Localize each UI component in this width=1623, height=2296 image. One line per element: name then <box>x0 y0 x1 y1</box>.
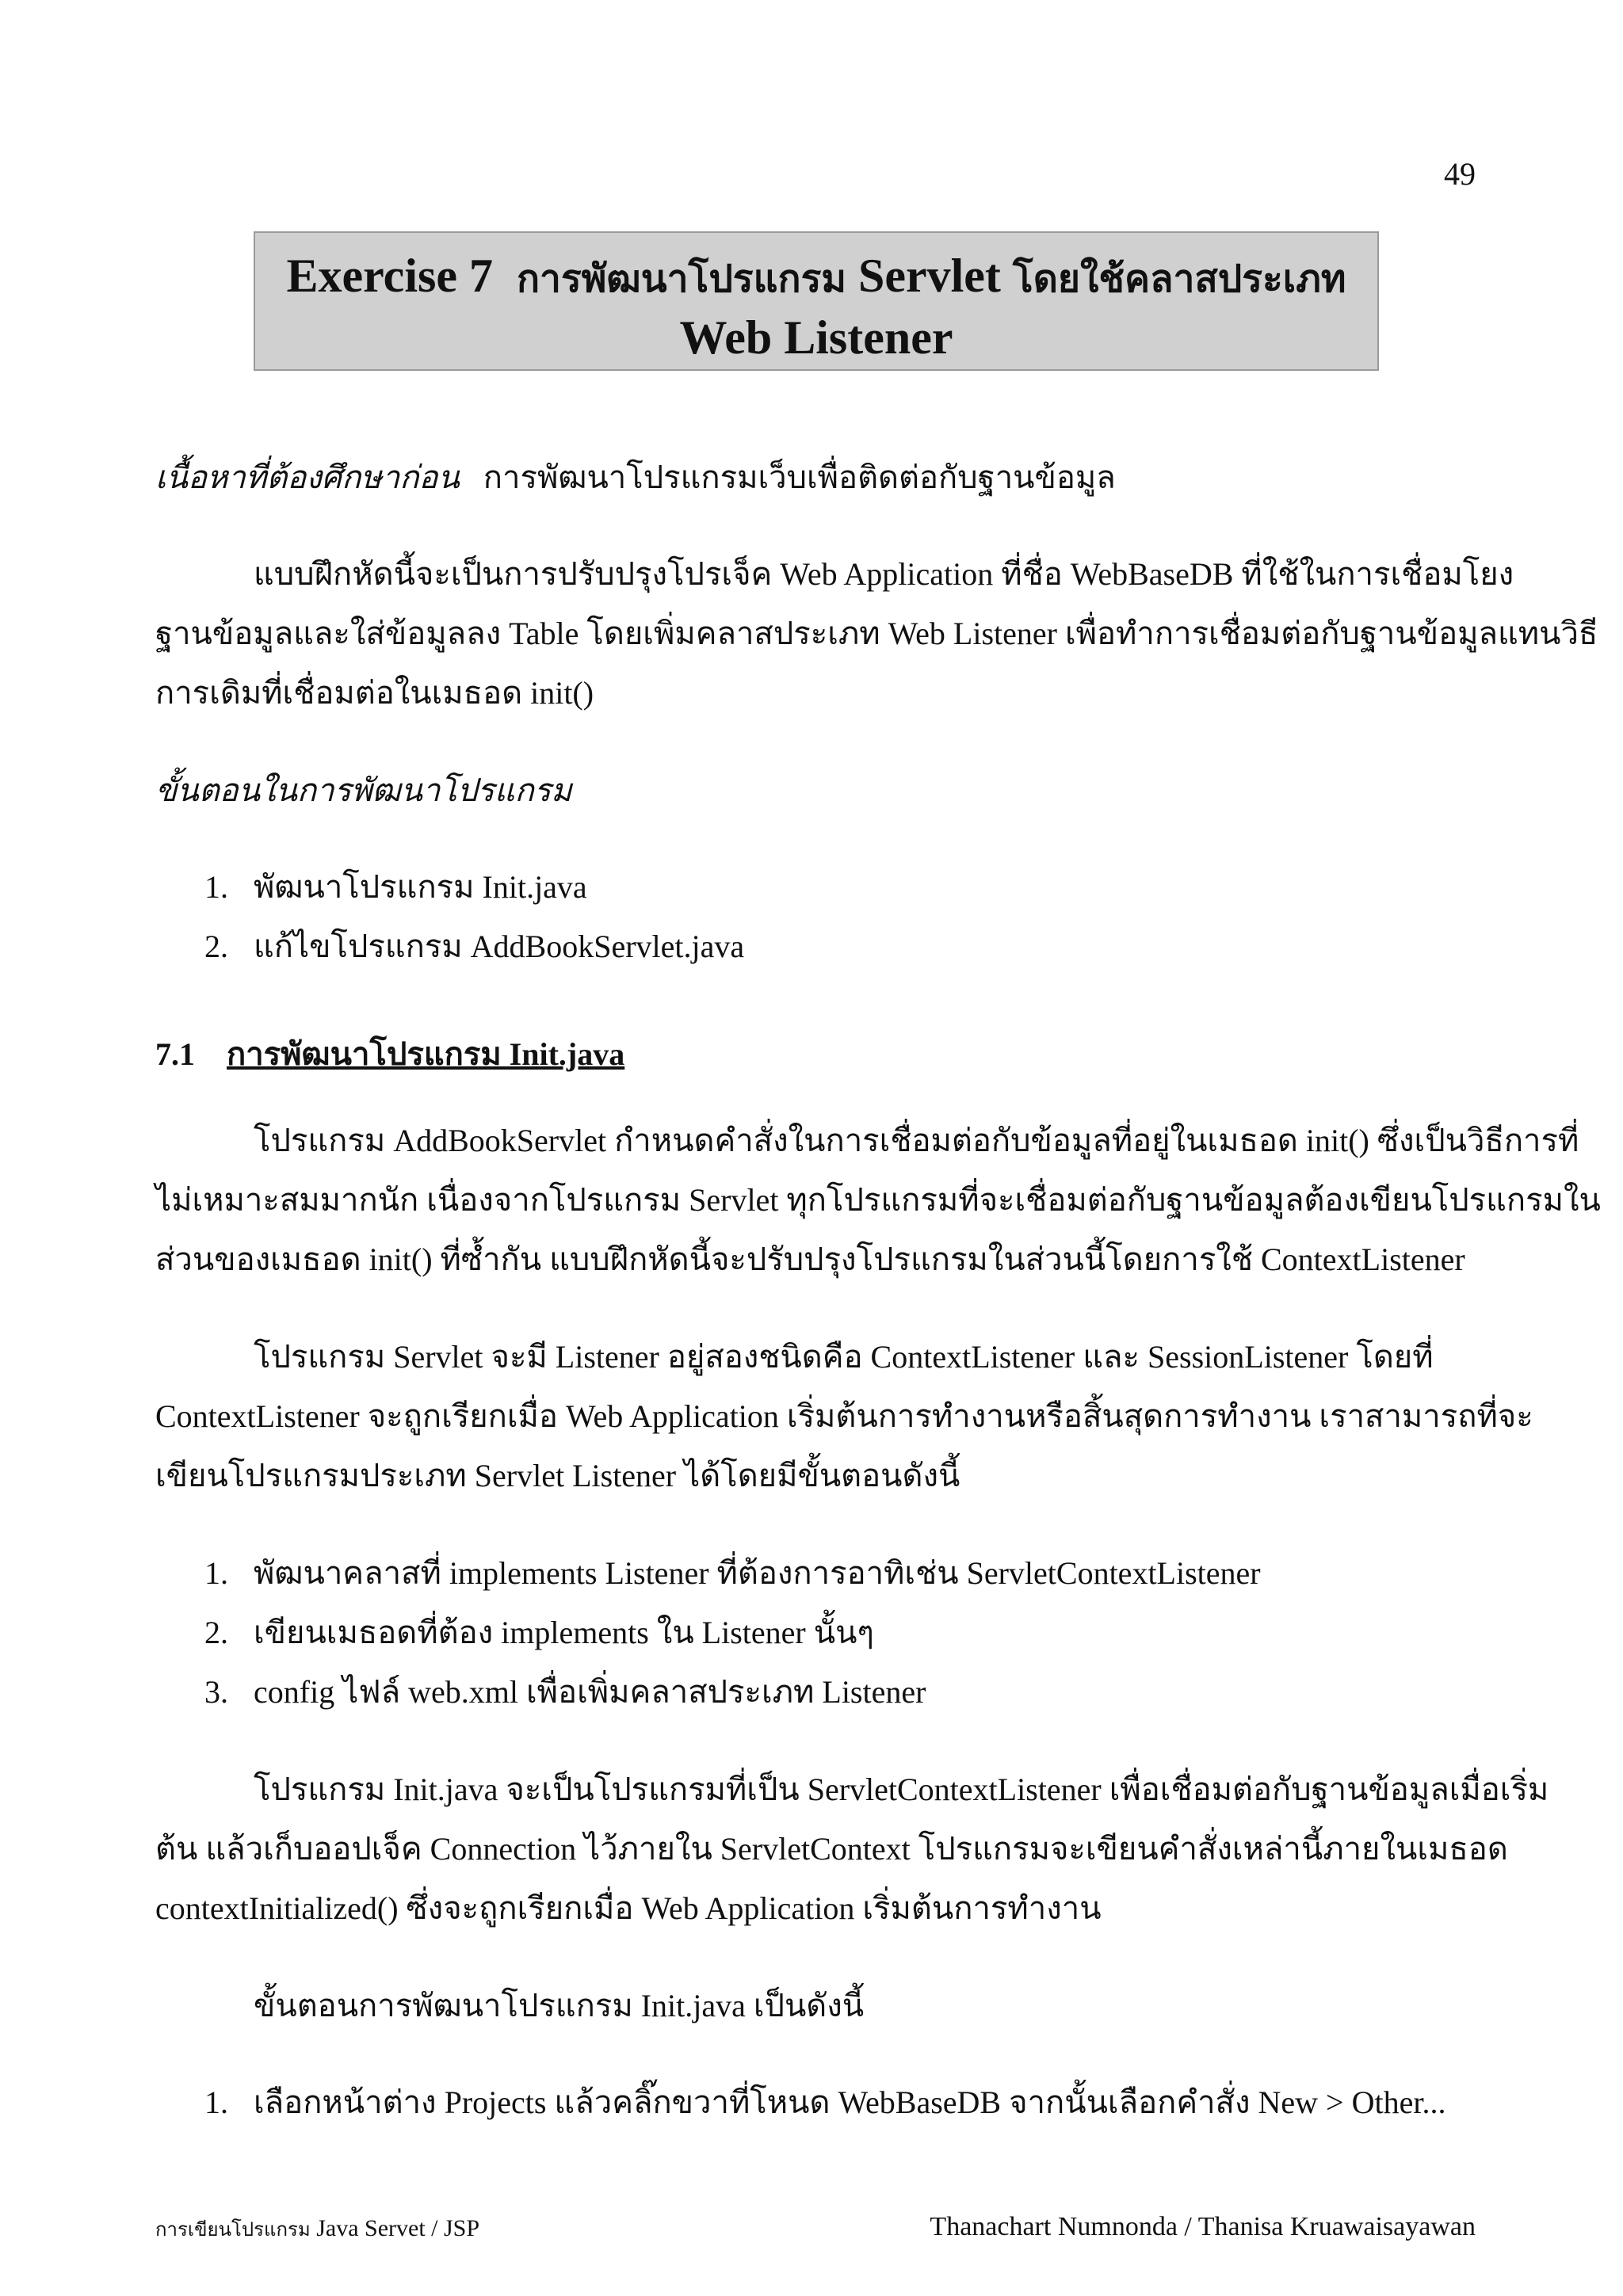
section-heading <box>155 1028 624 1079</box>
title-line-1 <box>255 249 1377 309</box>
steps-heading: ขั้นตอนในการพัฒนาโปรแกรม <box>155 772 572 808</box>
intro-line-2: ฐานข้อมูลและใส่ข้อมูลลง Table โดยเพิ่มคลาสประเภท Web Listener เพื่อทำการเชื่อมต่อกับฐานข้อมูลแทนวิธี <box>155 616 1598 651</box>
prerequisite-label: เนื้อหาที่ต้องศึกษาก่อน <box>155 460 460 495</box>
listener-step-number: 1. <box>204 1555 228 1591</box>
title-thai: การพัฒนาโปรแกรม <box>516 258 846 300</box>
title-exercise: Exercise 7 <box>286 250 493 302</box>
step-number: 1. <box>204 869 228 905</box>
footer-left <box>155 2214 479 2245</box>
final-step-text: เลือกหน้าต่าง Projects แล้วคลิ๊กขวาที่โหนด WebBaseDB จากนั้นเลือกคำสั่ง New > Other... <box>254 2084 1446 2120</box>
paragraph-2-line-2: ContextListener จะถูกเรียกเมื่อ Web Application เริ่มต้นการทำงานหรือสิ้นสุดการทำงาน เราสามารถที่จะ <box>155 1398 1533 1434</box>
title-servlet: Servlet <box>857 250 1001 302</box>
title-line-2: Web Listener <box>679 311 953 364</box>
footer-left-en: Java Servet / JSP <box>316 2215 480 2241</box>
footer-right: Thanachart Numnonda / Thanisa Kruawaisayawan <box>930 2212 1476 2241</box>
step-number: 2. <box>204 929 228 964</box>
listener-step-text: พัฒนาคลาสที่ implements Listener ที่ต้องการอาทิเช่น ServletContextListener <box>254 1555 1261 1591</box>
paragraph-1-line-2: ไม่เหมาะสมมากนัก เนื่องจากโปรแกรม Servlet ทุกโปรแกรมที่จะเชื่อมต่อกับฐานข้อมูลต้องเขียนโปรแกรมใน <box>155 1182 1601 1218</box>
paragraph-1-line-3: ส่วนของเมธอด init() ที่ซ้ำกัน แบบฝึกหัดนี้จะปรับปรุงโปรแกรมในส่วนนี้โดยการใช้ ContextListener <box>155 1241 1465 1277</box>
paragraph-3-line-3: contextInitialized() ซึ่งจะถูกเรียกเมื่อ Web Application เริ่มต้นการทำงาน <box>155 1890 1102 1926</box>
exercise-title-box <box>254 231 1379 371</box>
page-number: 49 <box>1444 156 1476 192</box>
paragraph-3-line-1: โปรแกรม Init.java จะเป็นโปรแกรมที่เป็น ServletContextListener เพื่อเชื่อมต่อกับฐานข้อมูลเมื่อเริ่ม <box>254 1772 1549 1807</box>
footer-left-thai: การเขียนโปรแกรม <box>155 2220 311 2241</box>
paragraph-1-line-1: โปรแกรม AddBookServlet กำหนดคำสั่งในการเชื่อมต่อกับข้อมูลที่อยู่ในเมธอด init() ซึ่งเป็นวิธีการที่ <box>254 1123 1579 1158</box>
step-text: แก้ไขโปรแกรม AddBookServlet.java <box>254 929 745 964</box>
paragraph-2-line-1: โปรแกรม Servlet จะมี Listener อยู่สองชนิดคือ ContextListener และ SessionListener โดยที่ <box>254 1339 1434 1375</box>
final-step-number: 1. <box>204 2084 228 2120</box>
intro-line-1: แบบฝึกหัดนี้จะเป็นการปรับปรุงโปรเจ็ค Web Application ที่ชื่อ WebBaseDB ที่ใช้ในการเชื่อมโยง <box>254 556 1514 592</box>
listener-step-text: เขียนเมธอดที่ต้อง implements ใน Listener นั้นๆ <box>254 1615 874 1650</box>
intro-line-3: การเดิมที่เชื่อมต่อในเมธอด init() <box>155 675 594 711</box>
section-number: 7.1 <box>155 1036 195 1072</box>
paragraph-2-line-3: เขียนโปรแกรมประเภท Servlet Listener ได้โดยมีขั้นตอนดังนี้ <box>155 1458 960 1493</box>
paragraph-4: ขั้นตอนการพัฒนาโปรแกรม Init.java เป็นดังนี้ <box>254 1988 865 2023</box>
prerequisite-line <box>155 462 1116 494</box>
section-title: การพัฒนาโปรแกรม Init.java <box>227 1036 625 1072</box>
title-thai-2: โดยใช้คลาสประเภท <box>1012 258 1346 300</box>
listener-step-number: 2. <box>204 1615 228 1650</box>
step-text: พัฒนาโปรแกรม Init.java <box>254 869 587 905</box>
listener-step-text: config ไฟล์ web.xml เพื่อเพิ่มคลาสประเภท Listener <box>254 1674 926 1710</box>
prerequisite-text: การพัฒนาโปรแกรมเว็บเพื่อติดต่อกับฐานข้อมูล <box>483 460 1116 495</box>
listener-step-number: 3. <box>204 1674 228 1710</box>
paragraph-3-line-2: ต้น แล้วเก็บออปเจ็ค Connection ไว้ภายใน ServletContext โปรแกรมจะเขียนคำสั่งเหล่านี้ภายในเมธอด <box>155 1831 1508 1867</box>
